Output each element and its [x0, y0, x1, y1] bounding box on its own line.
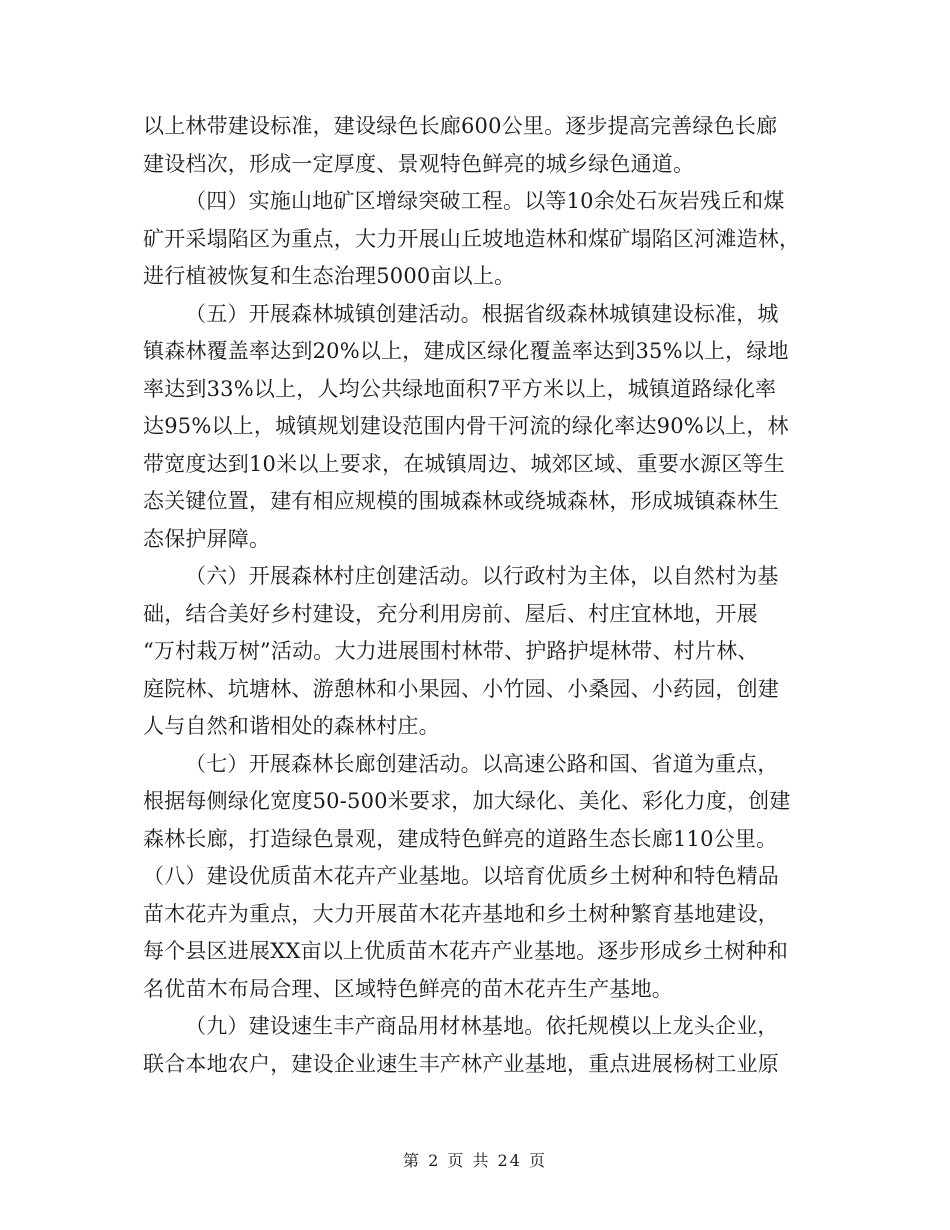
text-line: 森林长廊，打造绿色景观，建成特色鲜亮的道路生态长廊110公里。 — [143, 826, 778, 851]
page-footer: 第 2 页 共 24 页 — [403, 1151, 547, 1170]
text-line: 态保护屏障。 — [143, 526, 271, 551]
text-line: 庭院林、坑塘林、游憩林和小果园、小竹园、小桑园、小药园，创建 — [143, 676, 779, 701]
document-body — [143, 108, 807, 1083]
text-line: 态关键位置，建有相应规模的围城森林或绕城森林，形成城镇森林生 — [143, 489, 779, 513]
text-line: 矿开采塌陷区为重点，大力开展山丘坡地造林和煤矿塌陷区河滩造林， — [143, 226, 801, 251]
text-line: 以上林带建设标准，建设绿色长廊600公里。逐步提高完善绿色长廊 — [143, 114, 778, 138]
text-line: （六）开展森林村庄创建活动。以行政村为主体，以自然村为基 — [185, 564, 779, 588]
text-line: 根据每侧绿化宽度50-500米要求，加大绿化、美化、彩化力度，创建 — [143, 789, 791, 813]
text-line: （八）建设优质苗木花卉产业基地。以培育优质乡土树种和特色精品 — [143, 864, 779, 888]
text-line: 进行植被恢复和生态治理5000亩以上。 — [143, 264, 516, 288]
text-line: 镇森林覆盖率达到20%以上，建成区绿化覆盖率达到35%以上，绿地 — [143, 339, 789, 363]
text-line: 础，结合美好乡村建设，充分利用房前、屋后、村庄宜林地，开展 — [143, 601, 758, 626]
text-line: 率达到33%以上，人均公共绿地面积7平方米以上，城镇道路绿化率 — [143, 376, 777, 401]
text-line: 每个县区进展XX亩以上优质苗木花卉产业基地。逐步形成乡土树种和 — [143, 939, 789, 963]
text-line: 带宽度达到10米以上要求，在城镇周边、城郊区域、重要水源区等生 — [143, 451, 785, 476]
text-line: （九）建设速生丰产商品用材林基地。依托规模以上龙头企业， — [185, 1014, 779, 1038]
text-line: 联合本地农户，建设企业速生丰产林产业基地，重点进展杨树工业原 — [143, 1051, 779, 1076]
text-line: （五）开展森林城镇创建活动。根据省级森林城镇建设标准，城 — [185, 301, 779, 326]
text-line: （七）开展森林长廊创建活动。以高速公路和国、省道为重点， — [185, 751, 779, 776]
text-line: “万村栽万树”活动。大力进展围村林带、护路护堤林带、村片林、 — [143, 639, 759, 663]
text-line: 苗木花卉为重点，大力开展苗木花卉基地和乡土树种繁育基地建设， — [143, 901, 779, 926]
text-line: 人与自然和谐相处的森林村庄。 — [143, 714, 440, 738]
text-line: （四）实施山地矿区增绿突破工程。以等10余处石灰岩残丘和煤 — [185, 189, 785, 213]
text-line: 名优苗木布局合理、区域特色鲜亮的苗木花卉生产基地。 — [143, 976, 673, 1001]
text-line: 建设档次，形成一定厚度、景观特色鲜亮的城乡绿色通道。 — [143, 151, 695, 176]
text-line: 达95%以上，城镇规划建设范围内骨干河流的绿化率达90%以上，林 — [143, 414, 789, 438]
